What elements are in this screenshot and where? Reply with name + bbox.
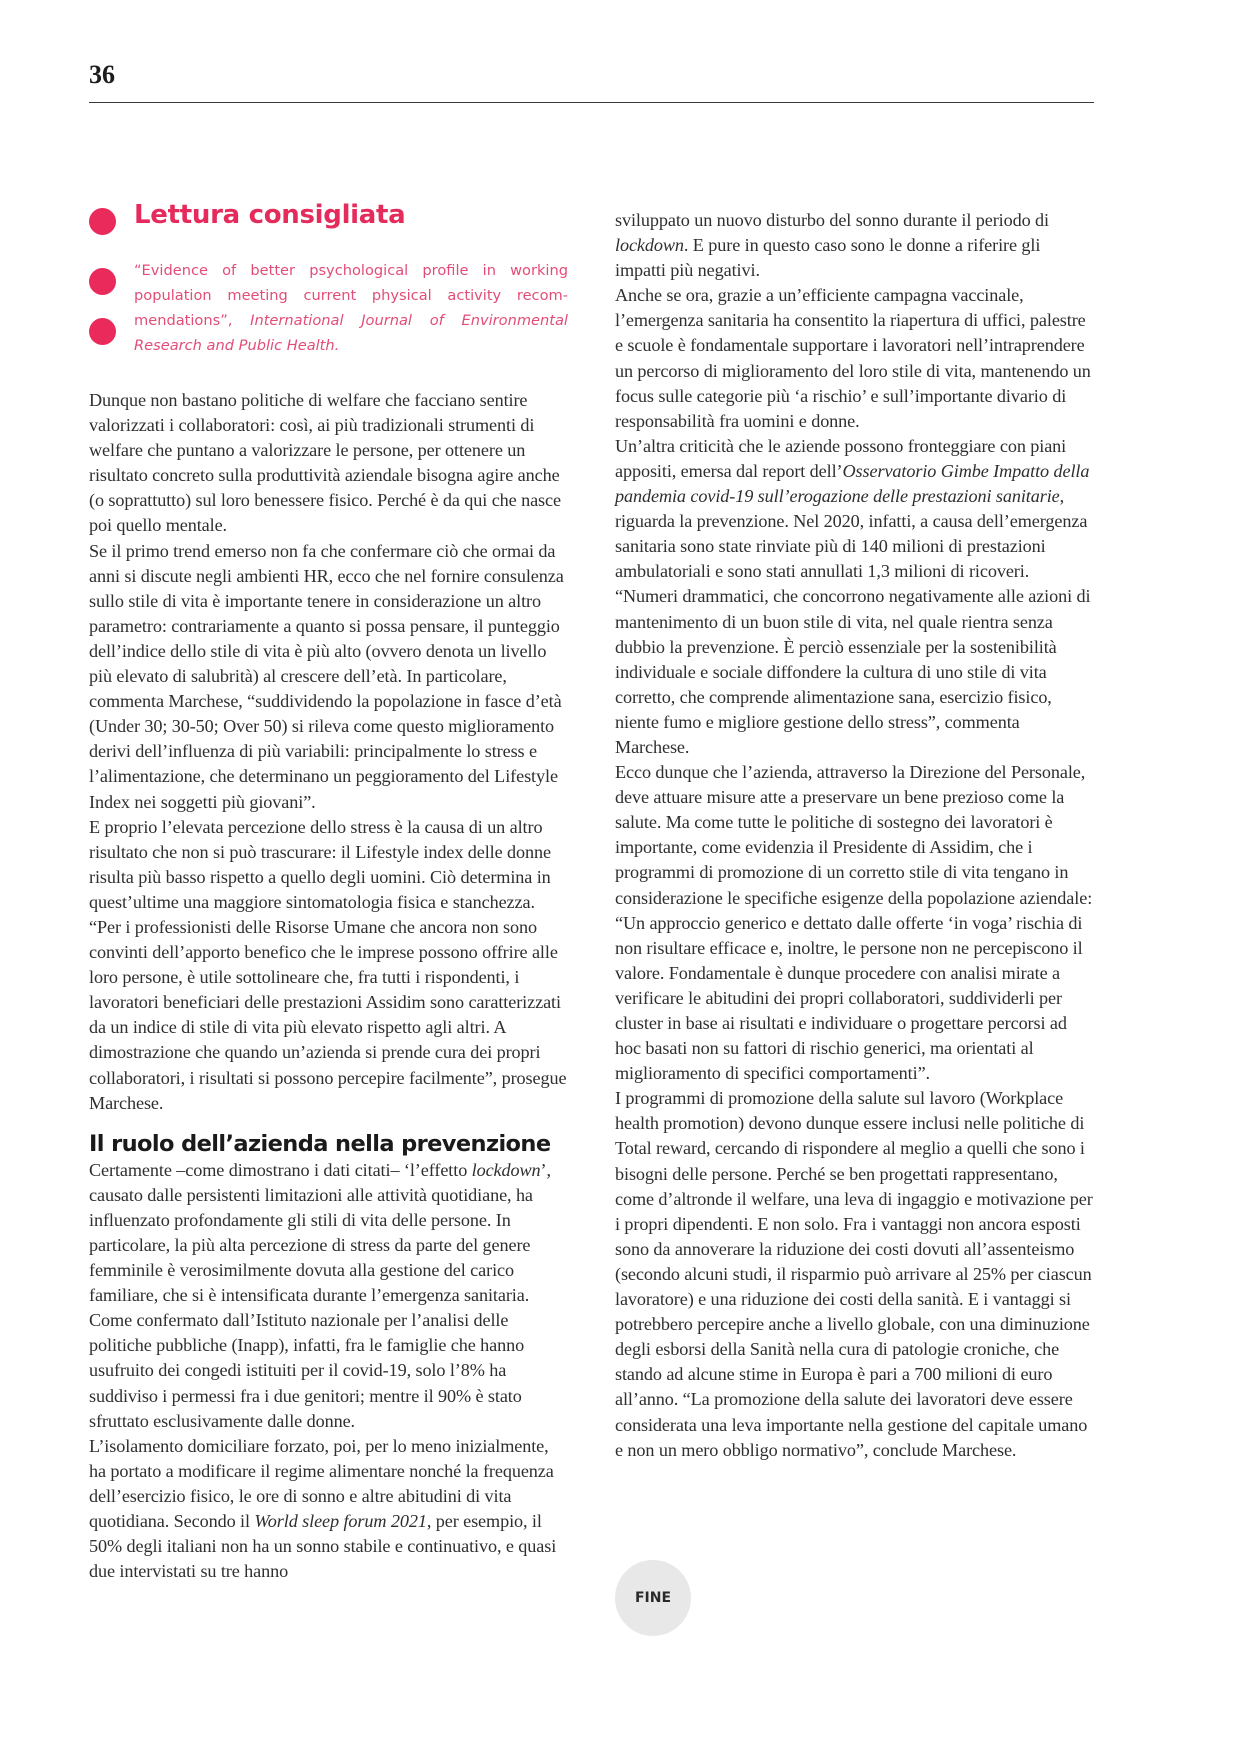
text-run: L’isolamento domiciliare forzato, poi, per lo meno inizialmente, ha portato a modificare il regime alimentare nonché la frequenza dell’esercizio fisico, le ore di sonno e altre abitudini di vita quotidiana. Secondo il xyxy=(89,1435,554,1532)
paragraph xyxy=(615,208,1095,283)
end-badge xyxy=(615,1560,691,1636)
italic-term: lockdown xyxy=(471,1159,541,1180)
bullet-dot-icon xyxy=(89,208,116,235)
recommended-reading-box xyxy=(89,200,569,356)
bullet-dot-icon xyxy=(89,268,116,295)
citation-journal: International Journal of Environmental Research and Public Health. xyxy=(134,312,568,354)
text-run: Un’altra criticità che le aziende possono fronteggiare con piani appositi, emersa dal report dell’ xyxy=(615,435,1067,481)
paragraph xyxy=(89,1434,569,1585)
bullet-dot-icon xyxy=(89,318,116,345)
end-badge-label: FINE xyxy=(634,1590,672,1606)
paragraph: Ecco dunque che l’azienda, attraverso la Direzione del Personale, deve attuare misure atte a preservare un bene prezioso come la salute. Ma come tutte le politiche di sostegno dei lavoratori è importante, come evidenzia il Presidente di Assidim, che i programmi di promozione di un corretto stile di vita tengano in considerazione le specifiche esigenze della popolazione aziendale: “Un approccio generico e dettato dalle offerte ‘in voga’ rischia di non risultare efficace e, inoltre, le persone non ne percepiscono il valore. Fondamentale è dunque procedere con analisi mirate a verificare le abitudini dei propri collaboratori, suddividerli per cluster in base ai risultati e individuare o progettare percorsi ad hoc basati non su fattori di rischio generici, ma orientati al miglioramento di specifici comportamenti”. xyxy=(615,762,1093,1084)
paragraph xyxy=(615,434,1095,760)
paragraph: Anche se ora, grazie a un’efficiente campagna vaccinale, l’emergenza sanitaria ha consentito la riapertura di uffici, palestre e scuole è fondamentale supportare i lavoratori nell’intraprendere un percorso di miglioramento del loro stile di vita, mantenendo un focus sulle categorie più ‘a rischio’ e sull’importante divario di responsabilità fra uomini e donne. xyxy=(615,285,1091,431)
recommended-reading-title: Lettura consigliata xyxy=(134,200,406,230)
right-column xyxy=(615,208,1095,1463)
italic-term: World sleep forum 2021 xyxy=(254,1511,427,1532)
citation-title: “Evidence of better psychological profile in working population meeting current physical activity recom-mendations”, xyxy=(134,262,568,329)
section-heading: Il ruolo dell’azienda nella prevenzione xyxy=(89,1130,551,1157)
article-body-left xyxy=(89,388,569,1584)
left-column xyxy=(89,200,569,1584)
paragraph: Se il primo trend emerso non fa che confermare ciò che ormai da anni si discute negli ambienti HR, ecco che nel fornire consulenza sullo stile di vita è importante tenere in considerazione un altro parametro: contrariamente a quanto si possa pensare, il punteggio dell’indice dello stile di vita è più alto (ovvero denota un livello più elevato di salubrità) al crescere dell’età. In particolare, commenta Marchese, “suddividendo la popolazione in fasce d’età (Under 30; 30-50; Over 50) si rileva come questo miglioramento derivi dell’influenza di più variabili: principalmente lo stress e l’alimentazione, che determinano un peggioramento del Lifestyle Index nei soggetti più giovani”. xyxy=(89,540,564,812)
paragraph: E proprio l’elevata percezione dello stress è la causa di un altro risultato che non si può trascurare: il Lifestyle index delle donne risulta più basso rispetto a quello degli uomini. Ciò determina in quest’ultime una maggiore sintomatologia fisica e stanchezza. xyxy=(89,816,551,912)
paragraph xyxy=(89,1158,569,1434)
text-run: ’, causato dalle persistenti limitazioni alle attività quotidiane, ha influenzato profondamente gli stili di vita delle persone. In particolare, la più alta percezione di stress da parte del genere femminile è verosimilmente dovuta alla gestione del carico familiare, che si è intensificata durante l’emergenza sanitaria. Come confermato dall’Istituto nazionale per l’analisi delle politiche pubbliche (Inapp), infatti, fra le famiglie che hanno usufruito dei congedi istituiti per il covid-19, solo l’8% ha suddiviso i permessi fra i due genitori; mentre il 90% è stato sfruttato esclusivamente dalle donne. xyxy=(89,1159,551,1431)
text-run: , riguarda la prevenzione. Nel 2020, infatti, a causa dell’emergenza sanitaria sono state rinviate più di 140 milioni di prestazioni ambulatoriali e sono stati annullati 1,3 milioni di ricoveri. “Numeri drammatici, che concorrono negativamente alle azioni di mantenimento di un buon stile di vita, nel quale rientra senza dubbio la prevenzione. È perciò essenziale per la sostenibilità individuale e sociale diffondere la cultura di uno stile di vita corretto, che comprende alimentazione sana, esercizio fisico, niente fumo e migliore gestione dello stress”, commenta Marchese. xyxy=(615,486,1091,757)
paragraph: “Per i professionisti delle Risorse Umane che ancora non sono convinti dell’apporto benefico che le imprese possono offrire alle loro persone, è utile sottolineare che, fra tutti i rispondenti, i lavoratori beneficiari delle prestazioni Assidim sono caratterizzati da un indice di stile di vita più elevato rispetto agli altri. A dimostrazione che quando un’azienda si prende cura dei propri collaboratori, i risultati si possono percepire facilmente”, prosegue Marchese. xyxy=(89,916,567,1113)
text-run: , per esempio, il 50% degli italiani non ha un sonno stabile e continuativo, e quasi due intervistati su tre hanno xyxy=(89,1511,557,1582)
header-rule xyxy=(89,102,1094,103)
italic-term: Osservatorio Gimbe Impatto della pandemia covid-19 sull’erogazione delle prestazioni sanitarie xyxy=(615,460,1090,507)
paragraph: Dunque non bastano politiche di welfare che facciano sentire valorizzati i collaboratori: così, ai più tradizionali strumenti di welfare che puntano a valorizzare le persone, per ottenere un risultato concreto sulla produttività aziendale bisogna agire anche (o soprattutto) sul loro benessere fisico. Perché è da qui che nasce poi quello mentale. xyxy=(89,390,561,536)
text-run: . E pure in questo caso sono le donne a riferire gli impatti più negativi. xyxy=(615,235,1041,281)
text-run: sviluppato un nuovo disturbo del sonno durante il periodo di xyxy=(615,210,1049,230)
paragraph: I programmi di promozione della salute sul lavoro (Workplace health promotion) devono dunque essere inclusi nelle politiche di Total reward, cercando di rispondere al meglio a quelli che sono i bisogni delle persone. Perché se ben progettati rappresentano, come d’altronde il welfare, una leva di ingaggio e motivazione per i propri dipendenti. E non solo. Fra i vantaggi non ancora esposti sono da annoverare la riduzione dei costi dovuti all’assenteismo (secondo alcuni studi, il risparmio può arrivare al 25% per ciascun lavoratore) e una riduzione dei costi della sanità. E i vantaggi si potrebbero percepire anche a livello globale, con una diminuzione degli esborsi della Sanità nella cura di patologie croniche, che stando ad alcune stime in Europa è pari a 700 milioni di euro all’anno. “La promozione della salute dei lavoratori deve essere considerata una leva importante nella gestione del capitale umano e non un mero obbligo normativo”, conclude Marchese. xyxy=(615,1088,1093,1460)
recommended-reading-citation xyxy=(134,258,568,358)
page-number: 36 xyxy=(89,60,115,89)
text-run: Certamente –come dimostrano i dati citati– ‘l’effetto xyxy=(89,1159,472,1180)
italic-term: lockdown xyxy=(615,235,684,256)
